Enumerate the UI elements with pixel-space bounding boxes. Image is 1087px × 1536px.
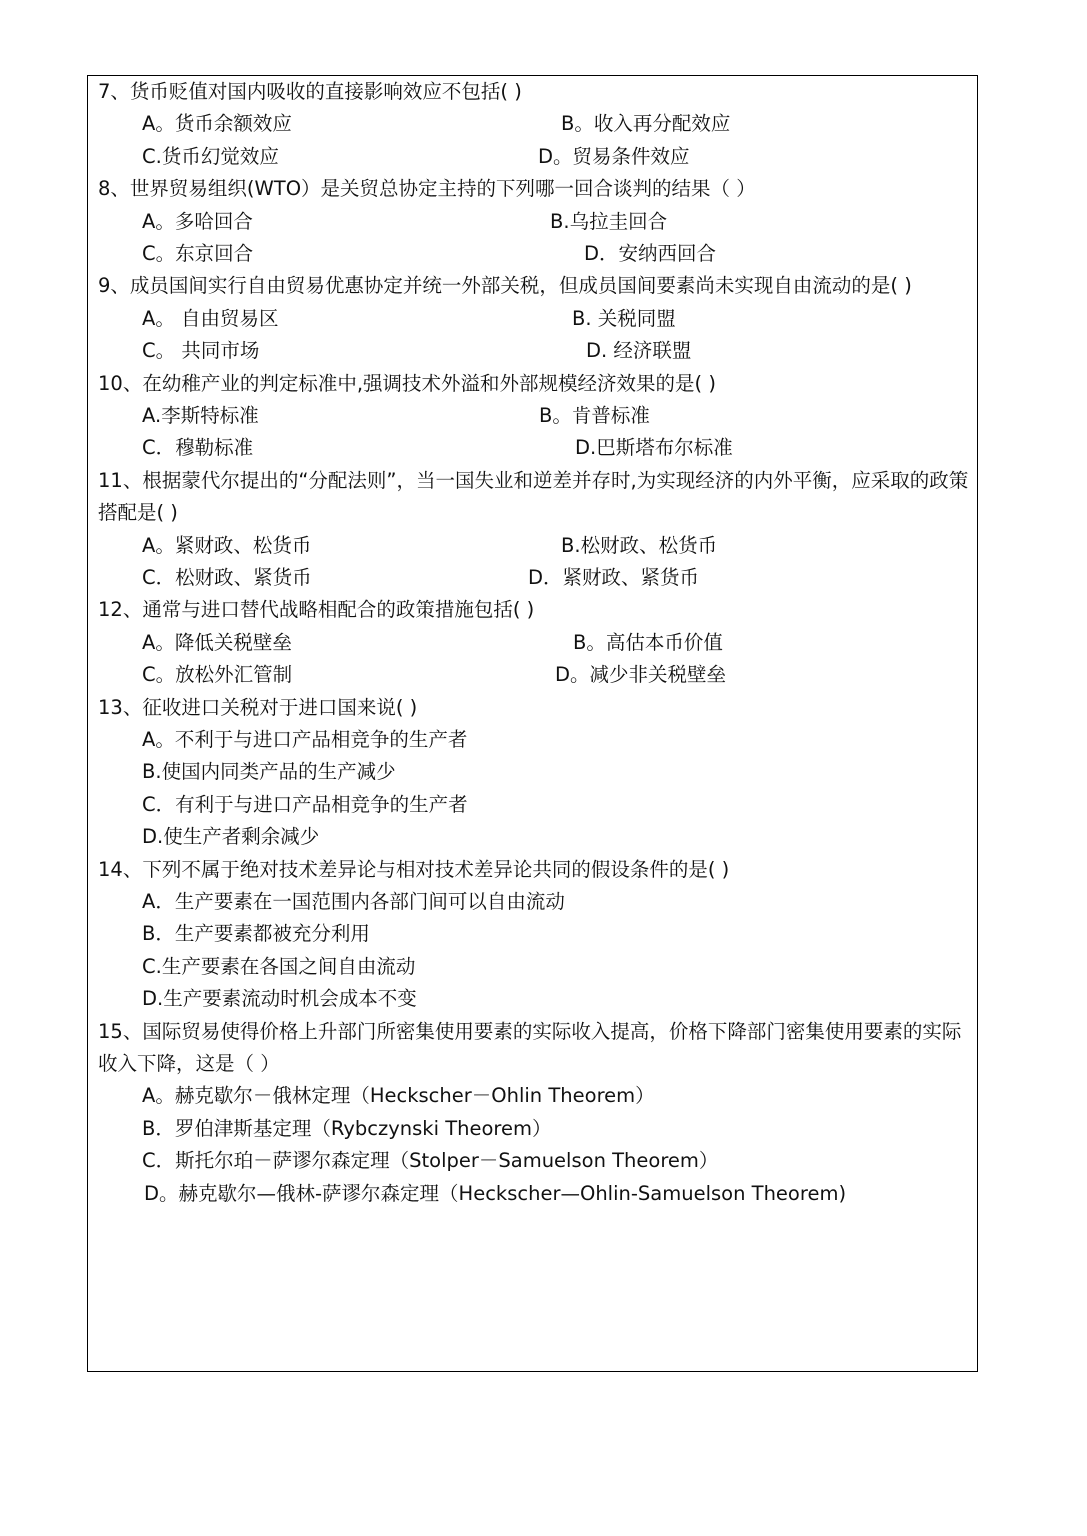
- option-d: D.生产要素流动时机会成本不变: [142, 987, 417, 1011]
- option-b: B。高估本币价值: [573, 630, 723, 654]
- option-a: A。多哈回合: [142, 209, 253, 233]
- option-c: C.货币幻觉效应: [142, 144, 279, 168]
- option-row: [98, 659, 970, 691]
- question-list: [98, 76, 970, 1210]
- option-d: D. 经济联盟: [586, 339, 692, 363]
- question-stem-15: 15、国际贸易使得价格上升部门所密集使用要素的实际收入提高，价格下降部门密集使用要素的实际收入下降，这是（ ）: [98, 1019, 962, 1075]
- option-b: B.使国内同类产品的生产减少: [142, 760, 396, 784]
- option-c: C．松财政、紧货币: [142, 565, 312, 589]
- option-b: B。肯普标准: [539, 403, 650, 427]
- question-stem-7: 7、货币贬值对国内吸收的直接影响效应不包括( ): [98, 80, 522, 103]
- question-stem-12: 12、通常与进口替代战略相配合的政策措施包括( ): [98, 598, 535, 622]
- option-b: B．生产要素都被充分利用: [142, 922, 370, 946]
- option-a: A。货币余额效应: [142, 112, 292, 136]
- option-a: A。紧财政、松货币: [142, 533, 312, 557]
- option-c: C．有利于与进口产品相竞争的生产者: [142, 792, 468, 816]
- option-row: [98, 627, 970, 659]
- question-stem-14: 14、下列不属于绝对技术差异论与相对技术差异论共同的假设条件的是( ): [98, 857, 730, 881]
- option-c: C．斯托尔珀－萨谬尔森定理（Stolper－Samuelson Theorem）: [142, 1149, 719, 1173]
- option-a: A.李斯特标准: [142, 403, 259, 427]
- option-row: [98, 108, 970, 140]
- option-b: B. 关税同盟: [572, 306, 676, 330]
- option-a: A。不利于与进口产品相竞争的生产者: [142, 727, 468, 751]
- option-c: C。东京回合: [142, 241, 254, 265]
- question-stem-13: 13、征收进口关税对于进口国来说( ): [98, 695, 418, 719]
- option-d: D.使生产者剩余减少: [142, 825, 320, 849]
- option-row: [98, 141, 970, 173]
- option-row: [98, 335, 970, 367]
- option-c: C.生产要素在各国之间自由流动: [142, 954, 416, 978]
- option-row: [98, 206, 970, 238]
- option-row: [98, 400, 970, 432]
- option-row: [98, 303, 970, 335]
- option-d: D．安纳西回合: [584, 241, 717, 265]
- question-stem-8: 8、世界贸易组织(WTO）是关贸总协定主持的下列哪一回合谈判的结果（ ）: [98, 177, 756, 201]
- option-d: D.巴斯塔布尔标准: [575, 436, 733, 460]
- option-b: B。收入再分配效应: [561, 112, 731, 136]
- option-row: [98, 432, 970, 464]
- option-b: B.松财政、松货币: [561, 533, 718, 557]
- option-c: C．穆勒标准: [142, 436, 254, 460]
- option-row: [98, 530, 970, 562]
- question-stem-9: 9、成员国间实行自由贸易优惠协定并统一外部关税，但成员国间要素尚未实现自由流动的是( ): [98, 274, 912, 298]
- option-d: D。贸易条件效应: [538, 144, 690, 168]
- option-d: D．紧财政、紧货币: [528, 565, 700, 589]
- option-row: [98, 562, 970, 594]
- question-stem-11: 11、根据蒙代尔提出的“分配法则”，当一国失业和逆差并存时,为实现经济的内外平衡，应采取的政策搭配是( ): [98, 468, 969, 525]
- option-row: [98, 238, 970, 270]
- question-stem-10: 10、在幼稚产业的判定标准中,强调技术外溢和外部规模经济效果的是( ): [98, 371, 716, 395]
- option-a: A。降低关税壁垒: [142, 630, 292, 654]
- option-d: D。减少非关税壁垒: [555, 663, 727, 687]
- option-a: A。赫克歇尔－俄林定理（Heckscher－Ohlin Theorem）: [142, 1084, 655, 1108]
- option-c: C。 共同市场: [142, 339, 260, 363]
- option-b: B.乌拉圭回合: [550, 209, 668, 233]
- option-d: D。赫克歇尔—俄林-萨谬尔森定理（Heckscher—Ohlin-Samuelson Theorem): [144, 1181, 847, 1205]
- option-b: B．罗伯津斯基定理（Rybczynski Theorem）: [142, 1116, 552, 1140]
- option-a: A。 自由贸易区: [142, 306, 279, 330]
- option-c: C。放松外汇管制: [142, 663, 293, 687]
- option-a: A．生产要素在一国范围内各部门间可以自由流动: [142, 889, 565, 913]
